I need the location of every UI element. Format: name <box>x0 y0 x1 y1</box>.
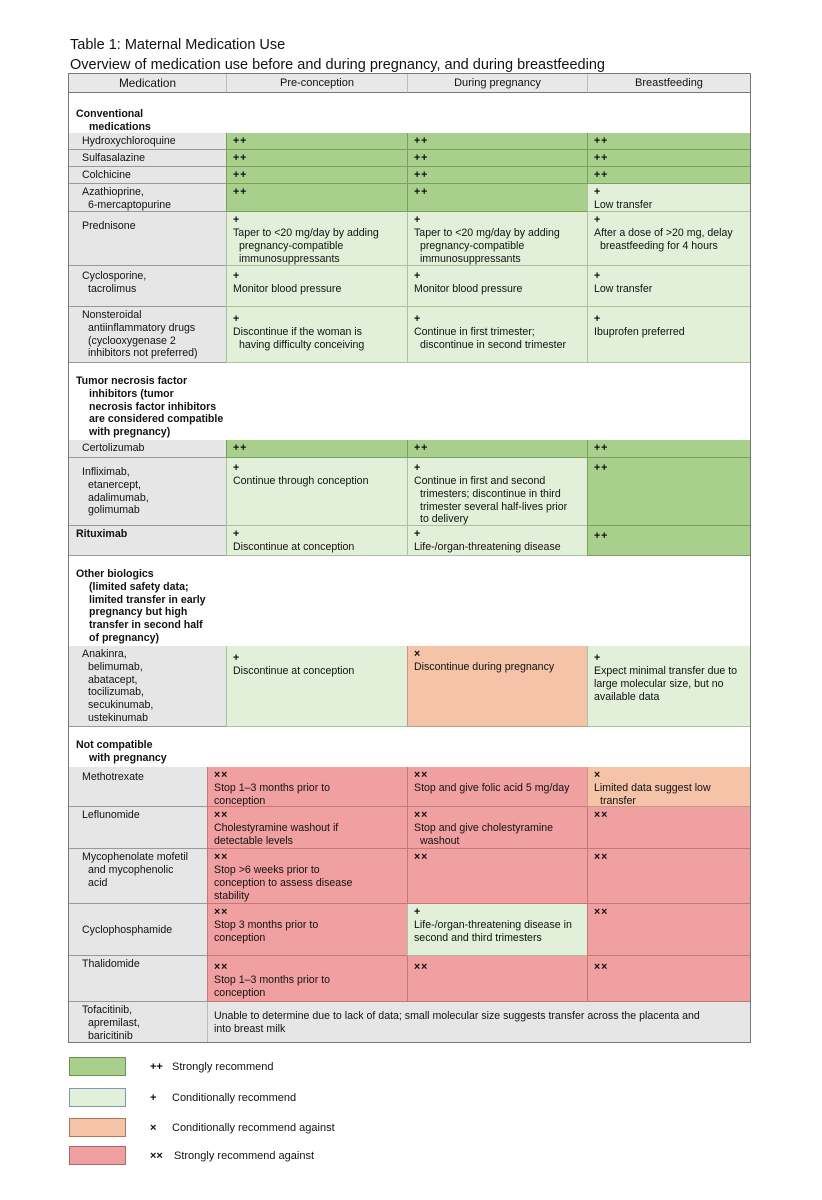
cell-pred-bf: + After a dose of >20 mg, delay breastfeeding for 4 hours <box>587 212 750 266</box>
table-title: Table 1: Maternal Medication Use <box>70 37 286 53</box>
cell-lef-during: ×× Stop and give cholestyramine washout <box>407 807 587 849</box>
row-name-prednisone: Prednisone <box>69 212 226 266</box>
cell-lef-bf: ×× <box>587 807 750 849</box>
cell-tofa-note: Unable to determine due to lack of data; small molecular size suggests transfer across the placenta and into breast milk <box>207 1002 750 1042</box>
cell-anak-during: × Discontinue during pregnancy <box>407 646 587 727</box>
legend-swatch-strong-recommend <box>69 1057 126 1076</box>
cell-cyc-during: + Life-/organ-threatening disease in second and third trimesters <box>407 904 587 956</box>
legend-swatch-conditional-recommend <box>69 1088 126 1107</box>
row-name-infliximab: Infliximab, etanercept, adalimumab, golimumab <box>69 458 226 526</box>
row-name-hydroxychloroquine: Hydroxychloroquine <box>69 133 226 150</box>
cell-lef-pre: ×× Cholestyramine washout if detectable levels <box>207 807 407 849</box>
cell-pred-pre: + Taper to <20 mg/day by adding pregnancy-compatible immunosuppressants <box>226 212 407 266</box>
cell-aza-pre: ++ <box>226 184 407 212</box>
row-name-colchicine: Colchicine <box>69 167 226 184</box>
cell-thal-during: ×× <box>407 956 587 1002</box>
cell-cyc-bf: ×× <box>587 904 750 956</box>
cell-mmf-during: ×× <box>407 849 587 904</box>
cell-colch-bf: ++ <box>587 167 750 184</box>
row-name-cyclophosphamide: Cyclophosphamide <box>69 904 207 956</box>
row-name-azathioprine: Azathioprine, 6-mercaptopurine <box>69 184 226 212</box>
row-name-cyclosporine: Cyclosporine, tacrolimus <box>69 266 226 307</box>
legend-item-conditional-recommend: + Conditionally recommend <box>150 1092 297 1104</box>
section-conventional: Conventional medications <box>69 106 750 133</box>
cell-hcq-bf: ++ <box>587 133 750 150</box>
cell-cyclo-bf: + Low transfer <box>587 266 750 307</box>
row-name-thalidomide: Thalidomide <box>69 956 207 1002</box>
legend-item-strong-against: ×× Strongly recommend against <box>150 1150 315 1162</box>
header-breastfeeding: Breastfeeding <box>587 74 750 93</box>
legend-item-conditional-against: × Conditionally recommend against <box>150 1122 335 1134</box>
cell-thal-bf: ×× <box>587 956 750 1002</box>
cell-nsaid-pre: + Discontinue if the woman is having difficulty conceiving <box>226 307 407 363</box>
cell-nsaid-bf: + Ibuprofen preferred <box>587 307 750 363</box>
cell-colch-during: ++ <box>407 167 587 184</box>
cell-aza-during: ++ <box>407 184 587 212</box>
cell-inflix-bf: ++ <box>587 458 750 526</box>
row-name-anakinra: Anakinra, belimumab, abatacept, tocilizumab, secukinumab, ustekinumab <box>69 646 226 727</box>
cell-mtx-during: ×× Stop and give folic acid 5 mg/day <box>407 767 587 807</box>
cell-cyclo-pre: + Monitor blood pressure <box>226 266 407 307</box>
cell-certo-pre: ++ <box>226 440 407 458</box>
cell-certo-during: ++ <box>407 440 587 458</box>
cell-hcq-pre: ++ <box>226 133 407 150</box>
medication-table <box>68 73 751 1043</box>
cell-certo-bf: ++ <box>587 440 750 458</box>
cell-pred-during: + Taper to <20 mg/day by adding pregnancy-compatible immunosuppressants <box>407 212 587 266</box>
header-preconception: Pre-conception <box>226 74 407 93</box>
cell-colch-pre: ++ <box>226 167 407 184</box>
cell-nsaid-during: + Continue in first trimester; discontinue in second trimester <box>407 307 587 363</box>
cell-mtx-pre: ×× Stop 1–3 months prior to conception <box>207 767 407 807</box>
header-during-pregnancy: During pregnancy <box>407 74 587 93</box>
section-not-compatible: Not compatible with pregnancy <box>69 737 750 767</box>
row-name-rituximab: Rituximab <box>69 526 226 556</box>
section-other-biologics: Other biologics (limited safety data; limited transfer in early pregnancy but high transfer in second half of pregnancy) <box>69 566 750 646</box>
cell-thal-pre: ×× Stop 1–3 months prior to conception <box>207 956 407 1002</box>
header-medication: Medication <box>69 74 226 93</box>
cell-ritux-bf: ++ <box>587 526 750 556</box>
row-name-sulfasalazine: Sulfasalazine <box>69 150 226 167</box>
row-name-mycophenolate: Mycophenolate mofetil and mycophenolic acid <box>69 849 207 904</box>
legend-swatch-conditional-against <box>69 1118 126 1137</box>
cell-aza-bf: + Low transfer <box>587 184 750 212</box>
cell-mmf-bf: ×× <box>587 849 750 904</box>
row-name-certolizumab: Certolizumab <box>69 440 226 458</box>
row-name-leflunomide: Leflunomide <box>69 807 207 849</box>
cell-hcq-during: ++ <box>407 133 587 150</box>
cell-inflix-pre: + Continue through conception <box>226 458 407 526</box>
cell-ssz-bf: ++ <box>587 150 750 167</box>
cell-mtx-bf: × Limited data suggest low transfer <box>587 767 750 807</box>
cell-cyclo-during: + Monitor blood pressure <box>407 266 587 307</box>
cell-mmf-pre: ×× Stop >6 weeks prior to conception to assess disease stability <box>207 849 407 904</box>
row-name-tofacitinib: Tofacitinib, apremilast, baricitinib <box>69 1002 207 1042</box>
cell-ssz-during: ++ <box>407 150 587 167</box>
cell-anak-bf: + Expect minimal transfer due to large molecular size, but no available data <box>587 646 750 727</box>
cell-ritux-pre: + Discontinue at conception <box>226 526 407 556</box>
cell-ritux-during: + Life-/organ-threatening disease <box>407 526 587 556</box>
row-name-nsaids: Nonsteroidal antiinflammatory drugs (cyclooxygenase 2 inhibitors not preferred) <box>69 307 226 363</box>
table-subtitle: Overview of medication use before and during pregnancy, and during breastfeeding <box>70 57 605 73</box>
legend-item-strong-recommend: ++ Strongly recommend <box>150 1061 274 1073</box>
cell-anak-pre: + Discontinue at conception <box>226 646 407 727</box>
section-tnf-inhibitors: Tumor necrosis factor inhibitors (tumor necrosis factor inhibitors are considered compatible with pregnancy) <box>69 373 750 440</box>
legend-swatch-strong-against <box>69 1146 126 1165</box>
row-name-methotrexate: Methotrexate <box>69 767 207 807</box>
cell-inflix-during: + Continue in first and second trimesters; discontinue in third trimester several half-lives prior to delivery <box>407 458 587 526</box>
cell-cyc-pre: ×× Stop 3 months prior to conception <box>207 904 407 956</box>
cell-ssz-pre: ++ <box>226 150 407 167</box>
